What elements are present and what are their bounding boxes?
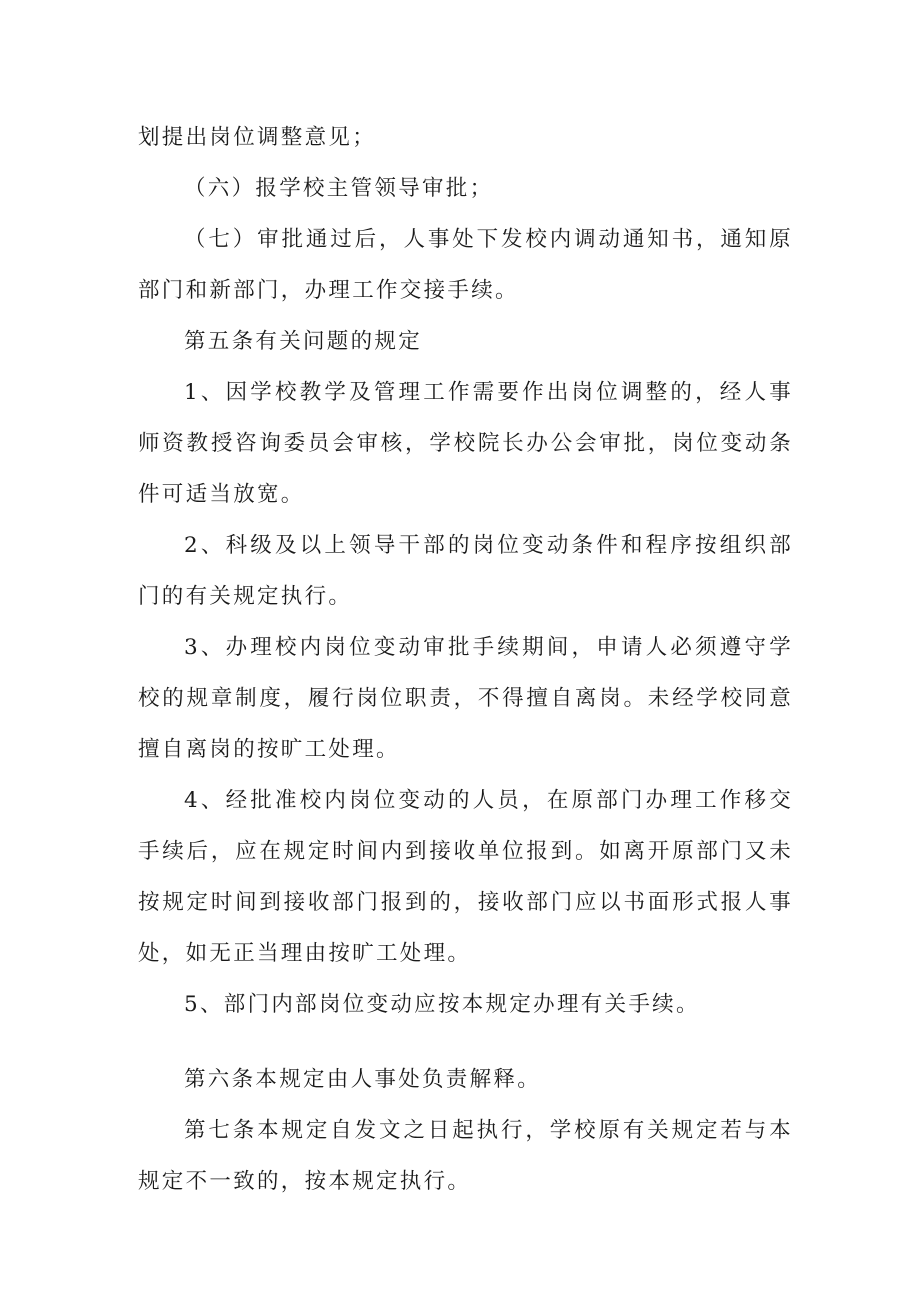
paragraph-article-5-heading: 第五条有关问题的规定: [184, 329, 423, 354]
paragraph-rule-2: 2、科级及以上领导干部的岗位变动条件和程序按组织部门的有关规定执行。: [138, 533, 793, 609]
paragraph-article-7: 第七条本规定自发文之日起执行，学校原有关规定若与本规定不一致的，按本规定执行。: [138, 1118, 793, 1194]
paragraph-item-7: （七）审批通过后，人事处下发校内调动通知书，通知原部门和新部门，办理工作交接手续。: [138, 227, 793, 303]
document-page: [138, 112, 793, 1207]
paragraph-article-6: 第六条本规定由人事处负责解释。: [184, 1067, 542, 1092]
paragraph-rule-4: 4、经批准校内岗位变动的人员，在原部门办理工作移交手续后，应在规定时间内到接收单位报到。如离开原部门又未按规定时间到接收部门报到的，接收部门应以书面形式报人事处，如无正当理由按旷工处理。: [138, 788, 793, 966]
paragraph-rule-3: 3、办理校内岗位变动审批手续期间，申请人必须遵守学校的规章制度，履行岗位职责，不得擅自离岗。未经学校同意擅自离岗的按旷工处理。: [138, 635, 793, 762]
paragraph-rule-5: 5、部门内部岗位变动应按本规定办理有关手续。: [184, 992, 700, 1017]
paragraph-continuation: 划提出岗位调整意见；: [138, 125, 377, 150]
paragraph-item-6: （六）报学校主管领导审批；: [184, 176, 494, 201]
paragraph-rule-1: 1、因学校教学及管理工作需要作出岗位调整的，经人事师资教授咨询委员会审核，学校院长办公会审批，岗位变动条件可适当放宽。: [138, 380, 793, 507]
